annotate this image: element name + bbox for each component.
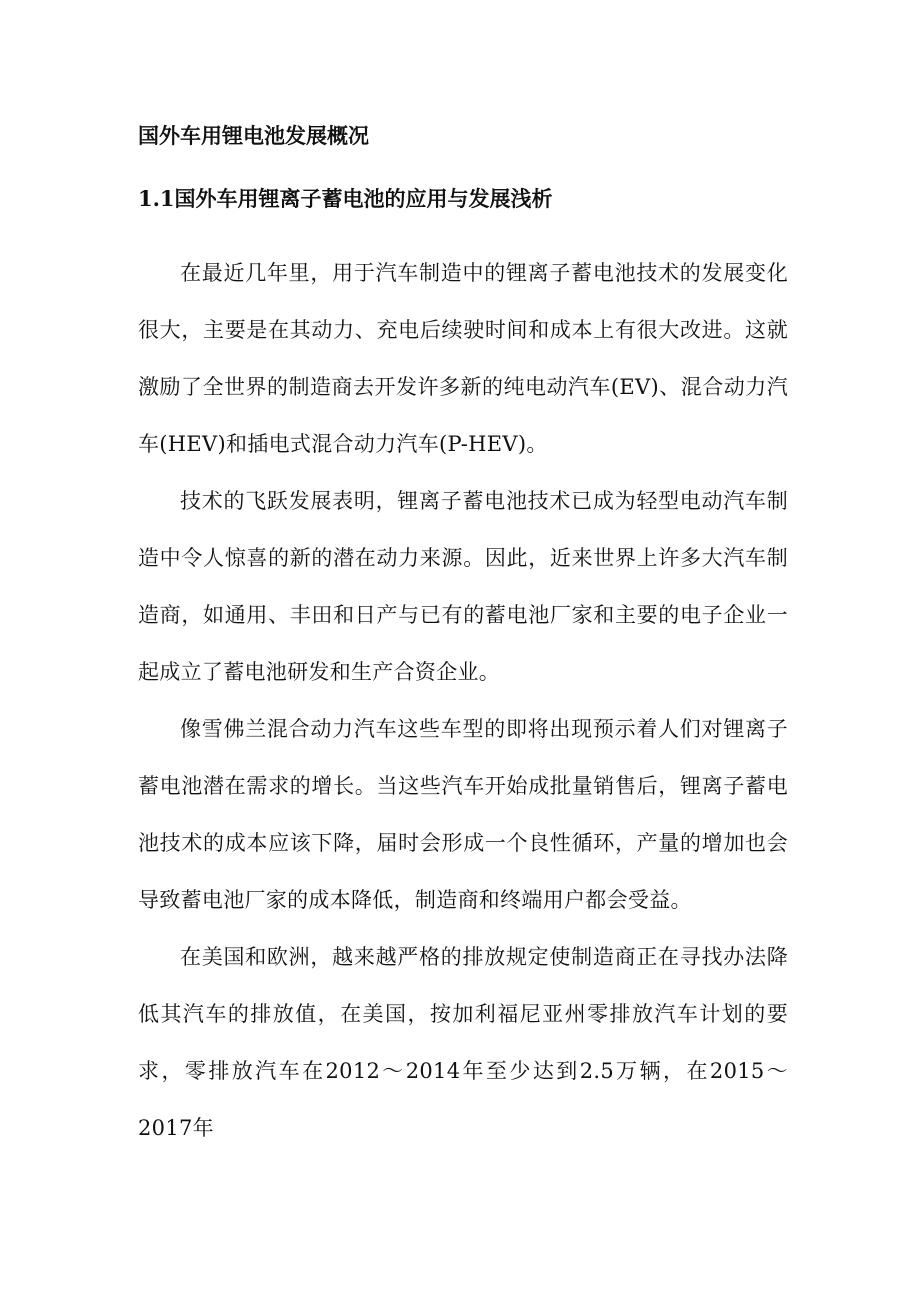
document-body (138, 245, 788, 1157)
paragraph-4: 在美国和欧洲，越来越严格的排放规定使制造商正在寻找办法降低其汽车的排放值，在美国，按加利福尼亚州零排放汽车计划的要求，零排放汽车在2012～2014年至少达到2.5万辆，在2015～2017年 (138, 945, 788, 1140)
paragraph-3: 像雪佛兰混合动力汽车这些车型的即将出现预示着人们对锂离子蓄电池潜在需求的增长。当这些汽车开始成批量销售后，锂离子蓄电池技术的成本应该下降，届时会形成一个良性循环，产量的增加也会导致蓄电池厂家的成本降低，制造商和终端用户都会受益。 (138, 717, 788, 912)
document-title: 国外车用锂电池发展概况 (138, 123, 369, 148)
paragraph-2: 技术的飞跃发展表明，锂离子蓄电池技术已成为轻型电动汽车制造中令人惊喜的新的潜在动力来源。因此，近来世界上许多大汽车制造商，如通用、丰田和日产与已有的蓄电池厂家和主要的电子企业一起成立了蓄电池研发和生产合资企业。 (138, 489, 788, 684)
paragraph-1: 在最近几年里，用于汽车制造中的锂离子蓄电池技术的发展变化很大，主要是在其动力、充电后续驶时间和成本上有很大改进。这就激励了全世界的制造商去开发许多新的纯电动汽车(EV)、混合动力汽车(HEV)和插电式混合动力汽车(P-HEV)。 (138, 261, 788, 456)
section-heading: 1.1国外车用锂离子蓄电池的应用与发展浅析 (138, 186, 553, 211)
